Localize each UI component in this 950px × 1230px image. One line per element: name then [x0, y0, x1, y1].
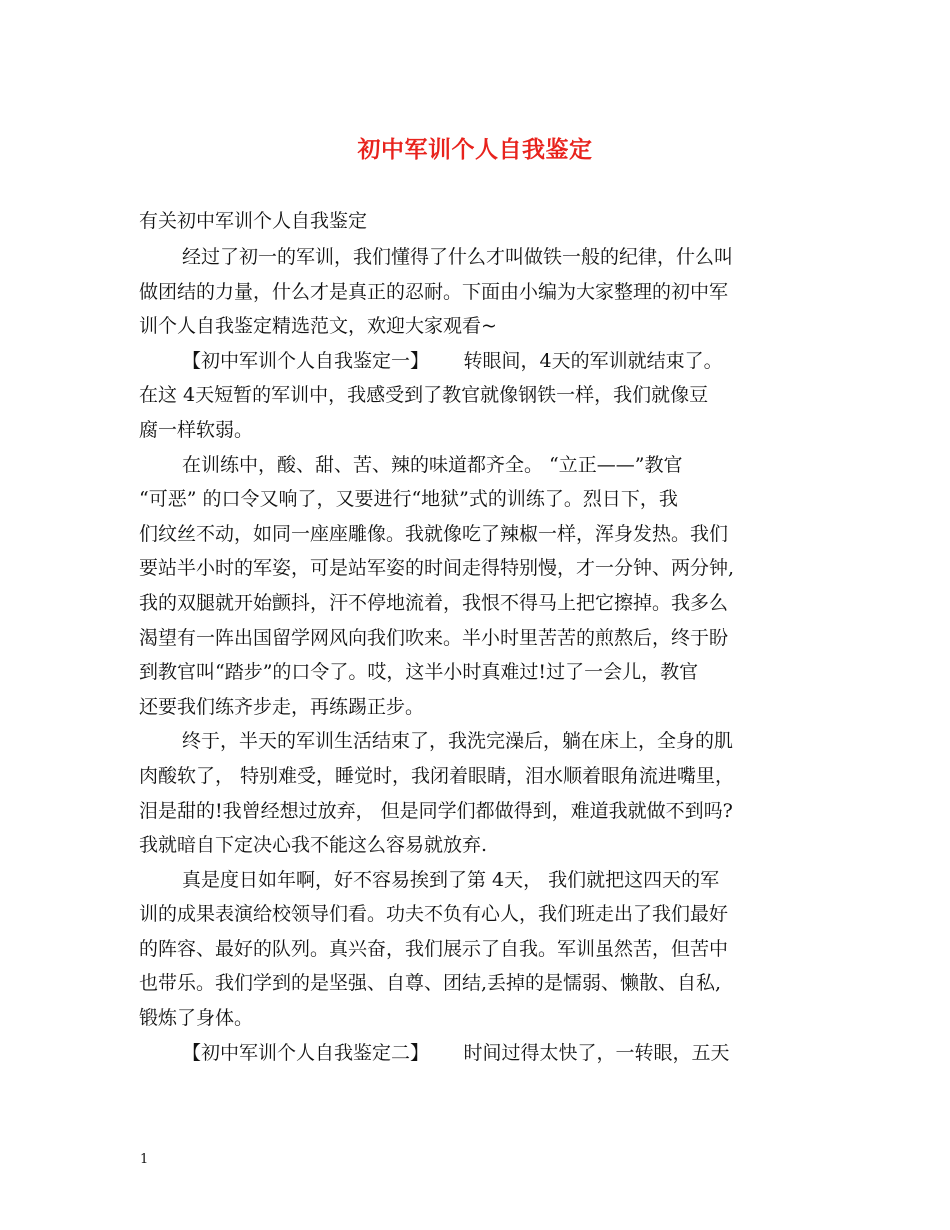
paragraph-line: 训个人自我鉴定精选范文，欢迎大家观看~ [139, 315, 497, 338]
paragraph-line: 要站半小时的军姿，可是站军姿的时间走得特别慢，才一分钟、两分钟, [139, 557, 735, 580]
paragraph-line: 腐一样软弱。 [139, 418, 254, 441]
paragraph-line: 在这 4天短暂的军训中，我感受到了教官就像钢铁一样，我们就像豆 [139, 384, 709, 407]
paragraph-line: 泪是甜的!我曾经想过放弃， 但是同学们都做得到，难道我就做不到吗? [139, 799, 733, 822]
paragraph-line: 肉酸软了， 特别难受，睡觉时，我闭着眼睛，泪水顺着眼角流进嘴里， [139, 764, 735, 787]
document-subtitle: 有关初中军训个人自我鉴定 [139, 210, 368, 232]
paragraph-line: 渴望有一阵出国留学网风向我们吹来。半小时里苦苦的煎熬后，终于盼 [139, 626, 729, 649]
paragraph-line: 锻炼了身体。 [139, 1007, 254, 1030]
paragraph-line: 也带乐。我们学到的是坚强、自尊、团结,丢掉的是懦弱、懒散、自私, [139, 972, 722, 995]
paragraph-line: 真是度日如年啊，好不容易挨到了第 4天， 我们就把这四天的军 [182, 868, 720, 891]
paragraph-line: 在训练中，酸、甜、苦、辣的味道都齐全。 “立正——”教官 [182, 453, 683, 476]
paragraph-line: 【初中军训个人自我鉴定一】 转眼间，4天的军训就结束了。 [182, 349, 723, 372]
paragraph-line: “可恶” 的口令又响了，又要进行“地狱”式的训练了。烈日下，我 [139, 488, 678, 511]
paragraph-line: 我的双腿就开始颤抖，汗不停地流着，我恨不得马上把它擦掉。我多么 [139, 591, 729, 614]
paragraph-line: 终于，半天的军训生活结束了，我洗完澡后，躺在床上，全身的肌 [182, 730, 734, 753]
page-number: 1 [140, 1152, 149, 1167]
paragraph-line: 经过了初一的军训，我们懂得了什么才叫做铁一般的纪律，什么叫 [182, 246, 734, 268]
paragraph-line: 们纹丝不动，如同一座座雕像。我就像吃了辣椒一样，浑身发热。我们 [139, 522, 729, 545]
paragraph-line: 做团结的力量，什么才是真正的忍耐。下面由小编为大家整理的初中军 [139, 280, 729, 303]
paragraph-line: 的阵容、最好的队列。真兴奋，我们展示了自我。军训虽然苦，但苦中 [139, 937, 729, 960]
paragraph-line: 训的成果表演给校领导们看。功夫不负有心人，我们班走出了我们最好 [139, 903, 729, 926]
paragraph-line: 还要我们练齐步走，再练踢正步。 [139, 695, 425, 718]
paragraph-line: 【初中军训个人自我鉴定二】 时间过得太快了，一转眼，五天 [182, 1041, 730, 1064]
document-title: 初中军训个人自我鉴定 [357, 136, 593, 163]
document-body [139, 240, 817, 1070]
paragraph-line: 我就暗自下定决心我不能这么容易就放弃. [139, 834, 488, 857]
paragraph-line: 到教官叫“踏步”的口令了。哎，这半小时真难过!过了一会儿，教官 [139, 661, 699, 684]
